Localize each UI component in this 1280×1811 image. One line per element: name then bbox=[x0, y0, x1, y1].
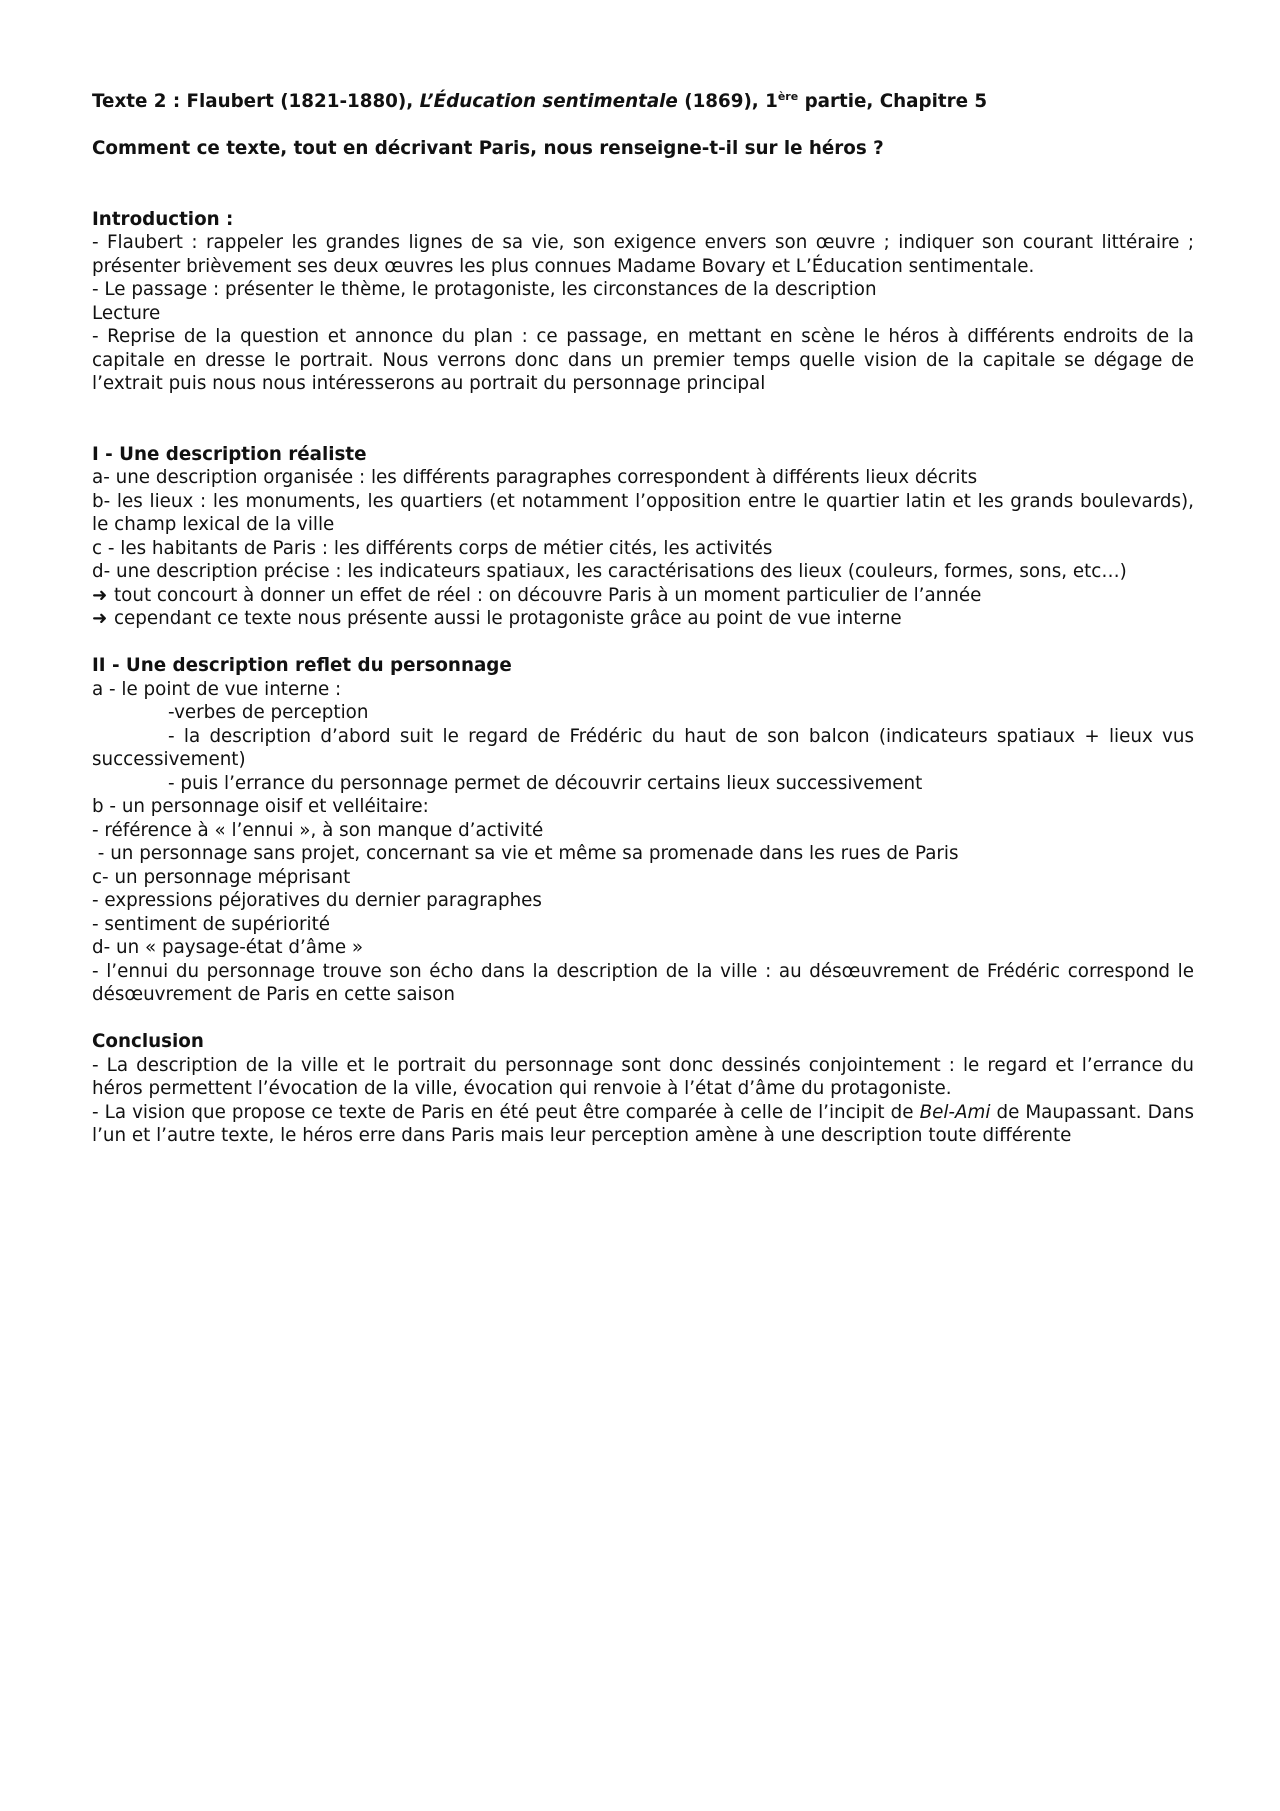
part1-line: c - les habitants de Paris : les différents corps de métier cités, les activités bbox=[92, 537, 773, 559]
conclusion-heading: Conclusion bbox=[92, 1031, 204, 1052]
part2-heading: II - Une description reflet du personnage bbox=[92, 655, 512, 676]
part1-heading: I - Une description réaliste bbox=[92, 443, 367, 465]
intro-line: Lecture bbox=[92, 302, 161, 324]
conclusion-line bbox=[92, 1101, 1194, 1148]
intro-line: - Le passage : présenter le thème, le protagoniste, les circonstances de la description bbox=[92, 279, 877, 300]
part1-line: d- une description précise : les indicateurs spatiaux, les caractérisations des lieux (couleurs, formes, sons, etc…) bbox=[92, 561, 1127, 582]
part2-subheading-c: c- un personnage méprisant bbox=[92, 866, 351, 888]
title-superscript: ère bbox=[777, 90, 799, 103]
document-title bbox=[92, 90, 1194, 114]
part2-a-item-text: - la description d’abord suit le regard de Frédéric du haut de son balcon (indicateurs spatiaux + lieux vus successivement) bbox=[92, 725, 1194, 770]
title-suffix: partie, Chapitre 5 bbox=[798, 91, 988, 112]
part1-arrow-line bbox=[92, 607, 1194, 631]
part1-line: a- une description organisée : les différents paragraphes correspondent à différents lieux décrits bbox=[92, 467, 978, 488]
problematic-question: Comment ce texte, tout en décrivant Paris, nous renseigne-t-il sur le héros ? bbox=[92, 138, 884, 159]
part2-b-item: - référence à « l’ennui », à son manque d’activité bbox=[92, 819, 544, 841]
part2-b-item: - un personnage sans projet, concernant sa vie et même sa promenade dans les rues de Paris bbox=[92, 843, 959, 864]
title-mid: (1869), 1 bbox=[677, 91, 778, 112]
part2-c-item: - sentiment de supériorité bbox=[92, 913, 331, 935]
conclusion-work-title: Bel-Ami bbox=[919, 1101, 991, 1123]
part2-subheading-d: d- un « paysage-état d’âme » bbox=[92, 937, 364, 958]
part2-a-item: - puis l’errance du personnage permet de découvrir certains lieux successivement bbox=[168, 772, 923, 794]
introduction-heading: Introduction : bbox=[92, 208, 234, 230]
part2-a-item bbox=[92, 725, 1194, 772]
arrow-icon: ➜ bbox=[92, 584, 108, 606]
intro-line: - Reprise de la question et annonce du plan : ce passage, en mettant en scène le héros à différents endroits de la capitale en dresse le portrait. Nous verrons donc dans un premier temps quelle vision de la capitale se dégage de l’extrait puis nous nous intéresserons au portrait du personnage principal bbox=[92, 326, 1194, 394]
part2-subheading-b: b - un personnage oisif et velléitaire: bbox=[92, 796, 429, 817]
conclusion-text: de Maupassant. Dans l’un et l’autre texte, le héros erre dans Paris mais leur perception amène à une description toute différente bbox=[92, 1101, 1194, 1146]
part1-arrow-line bbox=[92, 584, 1194, 608]
arrow-text: tout concourt à donner un effet de réel : on découvre Paris à un moment particulier de l’année bbox=[114, 584, 982, 606]
part2-a-item: -verbes de perception bbox=[168, 702, 369, 723]
arrow-text: cependant ce texte nous présente aussi le protagoniste grâce au point de vue interne bbox=[114, 608, 902, 629]
part2-subheading-a: a - le point de vue interne : bbox=[92, 678, 342, 700]
document-page bbox=[92, 90, 1194, 1148]
part2-d-item: - l’ennui du personnage trouve son écho dans la description de la ville : au désœuvrement de Frédéric correspond le désœuvrement de Paris en cette saison bbox=[92, 960, 1194, 1005]
title-prefix: Texte 2 : Flaubert (1821-1880), bbox=[92, 91, 420, 112]
part1-line: b- les lieux : les monuments, les quartiers (et notamment l’opposition entre le quartier latin et les grands boulevards), le champ lexical de la ville bbox=[92, 490, 1194, 535]
intro-line: - Flaubert : rappeler les grandes lignes de sa vie, son exigence envers son œuvre ; indiquer son courant littéraire ; présenter brièvement ses deux œuvres les plus connues Madame Bovary et L’Éducation sentimentale. bbox=[92, 232, 1194, 277]
part2-c-item: - expressions péjoratives du dernier paragraphes bbox=[92, 890, 542, 911]
conclusion-text: - La vision que propose ce texte de Paris en été peut être comparée à celle de l’incipit de bbox=[92, 1101, 920, 1123]
conclusion-line: - La description de la ville et le portrait du personnage sont donc dessinés conjointement : le regard et l’errance du héros permettent l’évocation de la ville, évocation qui renvoie à l’état d’âme du protagoniste. bbox=[92, 1054, 1194, 1099]
title-work: L’Éducation sentimentale bbox=[419, 91, 678, 112]
arrow-icon: ➜ bbox=[92, 608, 108, 629]
